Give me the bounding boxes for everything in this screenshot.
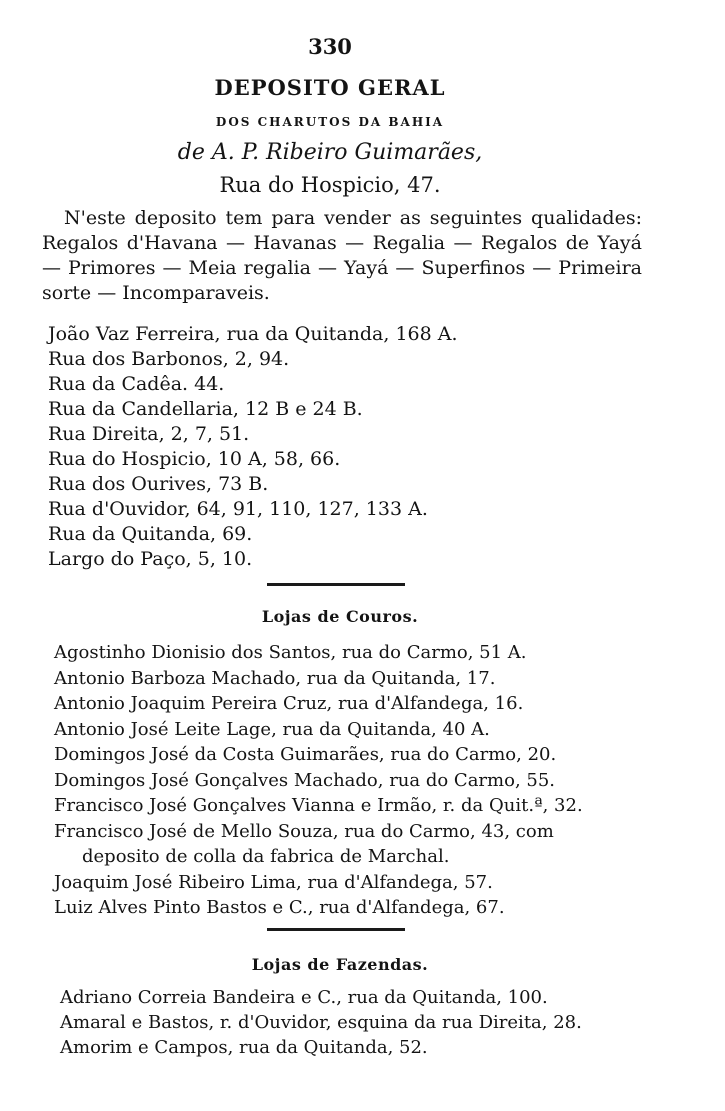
depot-list: [48, 322, 458, 572]
list-item: Luiz Alves Pinto Bastos e C., rua d'Alfandega, 67.: [54, 897, 505, 918]
list-item: Rua da Cadêa. 44.: [48, 373, 225, 395]
subtitle: DOS CHARUTOS DA BAHIA: [215, 115, 445, 129]
section-heading-leather-shops: Lojas de Couros.: [261, 607, 419, 626]
list-item: Rua da Quitanda, 69.: [48, 523, 253, 545]
list-item: Rua da Candellaria, 12 B e 24 B.: [48, 398, 363, 420]
section-heading-fabric-shops: Lojas de Fazendas.: [251, 955, 429, 974]
page-number: 330: [308, 34, 352, 59]
list-item: Rua dos Ourives, 73 B.: [48, 473, 269, 495]
section-divider: [267, 583, 405, 586]
list-item: João Vaz Ferreira, rua da Quitanda, 168 A.: [48, 323, 458, 345]
list-item: Antonio Joaquim Pereira Cruz, rua d'Alfandega, 16.: [54, 693, 524, 714]
list-item: Agostinho Dionisio dos Santos, rua do Carmo, 51 A.: [54, 642, 527, 663]
intro-paragraph: N'este deposito tem para vender as seguintes qualidades: Regalos d'Havana — Havanas — Regalia — Regalos de Yayá — Primores — Meia regalia — Yayá — Superfinos — Primeira sorte — Incomparaveis.: [42, 207, 642, 304]
list-item: Antonio José Leite Lage, rua da Quitanda, 40 A.: [54, 718, 490, 740]
list-item: Joaquim José Ribeiro Lima, rua d'Alfandega, 57.: [54, 871, 493, 893]
section-divider: [267, 928, 405, 931]
list-item: Domingos José da Costa Guimarães, rua do Carmo, 20.: [54, 744, 557, 765]
list-item: Rua dos Barbonos, 2, 94.: [48, 348, 290, 370]
list-item: Rua do Hospicio, 10 A, 58, 66.: [48, 448, 341, 470]
list-item: Francisco José de Mello Souza, rua do Carmo, 43, com: [54, 820, 554, 842]
leather-shop-list: [54, 640, 583, 921]
address-line: Rua do Hospicio, 47.: [219, 173, 441, 197]
list-item: Largo do Paço, 5, 10.: [48, 548, 253, 570]
list-item: Francisco José Gonçalves Vianna e Irmão, r. da Quit.ª, 32.: [54, 795, 583, 816]
list-item: Rua Direita, 2, 7, 51.: [48, 423, 250, 445]
owner-line: de A. P. Ribeiro Guimarães,: [177, 140, 483, 165]
list-item: Amorim e Campos, rua da Quitanda, 52.: [60, 1037, 428, 1058]
list-item: Rua d'Ouvidor, 64, 91, 110, 127, 133 A.: [48, 498, 428, 520]
list-item: Antonio Barboza Machado, rua da Quitanda, 17.: [54, 667, 496, 689]
list-item: Domingos José Gonçalves Machado, rua do Carmo, 55.: [54, 769, 556, 791]
fabric-shop-list: [60, 985, 582, 1060]
list-item: Adriano Correia Bandeira e C., rua da Quitanda, 100.: [60, 987, 548, 1008]
list-item: Amaral e Bastos, r. d'Ouvidor, esquina da rua Direita, 28.: [60, 1012, 582, 1033]
list-item-continuation: deposito de colla da fabrica de Marchal.: [82, 846, 450, 867]
page-title: DEPOSITO GERAL: [214, 75, 446, 100]
